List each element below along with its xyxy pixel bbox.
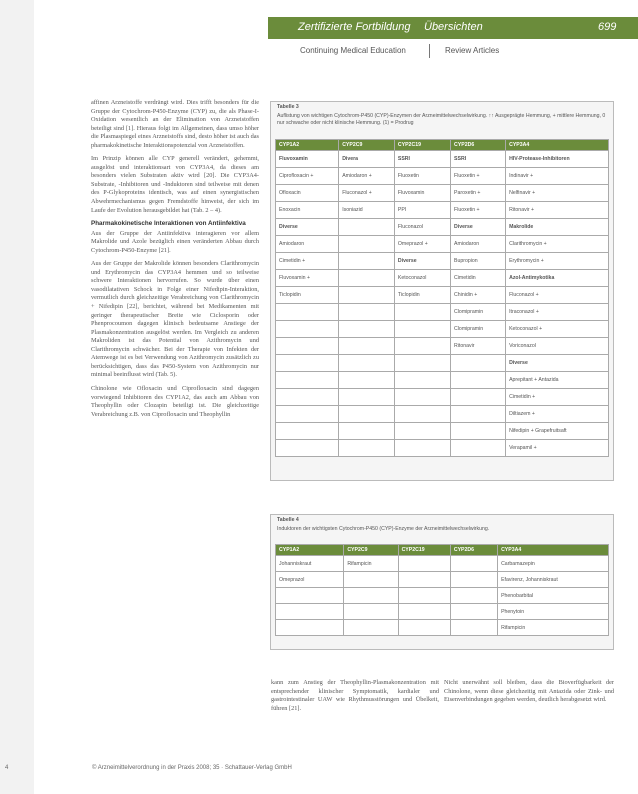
middle-text-column <box>271 679 439 718</box>
table-cell <box>339 270 395 287</box>
table-cell <box>398 620 450 636</box>
table-cell: Phenytoin <box>498 604 609 620</box>
table-cell: Ticlopidin <box>276 287 339 304</box>
table-row <box>276 304 609 321</box>
table-cell: Diverse <box>451 219 506 236</box>
table-cell <box>394 423 450 440</box>
table-cell: Cimetidin <box>451 270 506 287</box>
table-cell <box>276 321 339 338</box>
table-cell: Ciprofloxacin + <box>276 168 339 185</box>
table-cell <box>450 572 497 588</box>
table-cell: Ritonavir + <box>506 202 609 219</box>
table-cell: Diverse <box>506 355 609 372</box>
table-cell: Nifedipin + Grapefruitsaft <box>506 423 609 440</box>
table-cell <box>339 406 395 423</box>
table-3 <box>270 101 614 481</box>
table-row <box>276 423 609 440</box>
table-cell <box>394 304 450 321</box>
table-cell <box>276 372 339 389</box>
table-4-caption: Induktoren der wichtigsten Cytochrom-P450 (CYP)-Enzyme der Arzneimittelwechselwirkung. <box>277 526 490 532</box>
table-row <box>276 588 609 604</box>
table-cell: Fluvoxamin <box>276 151 339 168</box>
table-cell: HIV-Protease-Inhibitoren <box>506 151 609 168</box>
table-cell <box>394 321 450 338</box>
table-cell: Makrolide <box>506 219 609 236</box>
table-3-label: Tabelle 3 <box>277 104 299 110</box>
table-cell <box>339 219 395 236</box>
table-row <box>276 440 609 457</box>
table-cell: Diverse <box>276 219 339 236</box>
table-cell: Johanniskraut <box>276 556 344 572</box>
table-header-cell: CYP3A4 <box>506 140 609 151</box>
table-cell: Fluconazol <box>394 219 450 236</box>
table-cell <box>394 440 450 457</box>
table-header-cell: CYP2C19 <box>394 140 450 151</box>
table-row <box>276 185 609 202</box>
table-cell <box>451 372 506 389</box>
table-cell: Fluconazol + <box>506 287 609 304</box>
table-row <box>276 287 609 304</box>
table-cell <box>394 355 450 372</box>
table-cell: Cimetidin + <box>506 389 609 406</box>
table-cell <box>276 588 344 604</box>
table-cell: Azol-Antimykotika <box>506 270 609 287</box>
table-3-caption: Auflistung von wichtigen Cytochrom-P450 (CYP)-Enzymen der Arzneimittelwechselwirkung. ↑↑ Ausgeprägte Hemmung, + mittlere Hemmung, 0 nur schwache oder nicht klinische Hemmung. (1) = Prodrug <box>277 113 606 126</box>
table-cell: Fluvoxamin + <box>276 270 339 287</box>
table-cell <box>276 620 344 636</box>
table-row <box>276 372 609 389</box>
paragraph: Im Prinzip können alle CYP generell verändert, gehemmt, ausgelöst und interaktionsart von CYP3A4, da dieses am besonders vielen Substraten aktiv wird [20]. Die CYP3A4-Substrate, -Inhibitoren und -Induktoren sind teilweise mit denen des P-Glykoproteins identisch, was auf einen synergistischen Abwehrmechanismus gegen Fremdstoffe hinweist, der sich im Laufe der Evolution herausgebildet hat (Tab. 2 – 4). <box>91 155 259 214</box>
table-header-row <box>276 545 609 556</box>
table-row <box>276 389 609 406</box>
table-cell <box>344 572 398 588</box>
table-cell: Erythromycin + <box>506 253 609 270</box>
table-cell <box>339 355 395 372</box>
table-cell: Diverse <box>394 253 450 270</box>
table-cell <box>398 572 450 588</box>
page-number-left: 4 <box>5 765 9 771</box>
table-cell <box>451 355 506 372</box>
section-subtitle: Übersichten <box>424 21 483 33</box>
table-row <box>276 556 609 572</box>
table-cell: Isoniazid <box>339 202 395 219</box>
table-cell <box>276 440 339 457</box>
table-cell <box>450 604 497 620</box>
table-cell: Fluvoxamin <box>394 185 450 202</box>
table-cell <box>344 588 398 604</box>
paragraph: Chinolone wie Ofloxacin und Ciprofloxacin sind dagegen vorwiegend Inhibitoren des CYP1A2, das auch am Abbau von Theophyllin oder Clozapin beteiligt ist. Die gleichzeitige Verabreichung z.B. von Ciprofloxacin und Theophyllin <box>91 384 259 418</box>
paragraph: affinen Arzneistoffe verdrängt wird. Dies trifft besonders für die Gruppe der Cytochrom-P450-Enzyme (CYP) zu, die als Phase-I-Oxidation wesentlich an der Elimination von Arzneistoffen beteiligt sind [1]. Hieraus folgt im Allgemeinen, dass umso höher die Plasmaspiegel eines Arzneistoffs sind, desto höher ist auch das pharmakokinetische Interaktionspotenzial von Arzneistoffen. <box>91 99 259 149</box>
table-cell <box>451 389 506 406</box>
table-cell: Indinavir + <box>506 168 609 185</box>
table-cell <box>276 423 339 440</box>
table-row <box>276 406 609 423</box>
table-header-cell: CYP2D6 <box>451 140 506 151</box>
table-cell: Amiodaron + <box>339 168 395 185</box>
table-cell: Verapamil + <box>506 440 609 457</box>
table-row <box>276 202 609 219</box>
table-cell <box>450 620 497 636</box>
table-cell: Divera <box>339 151 395 168</box>
table-cell: Fluoxetin + <box>451 202 506 219</box>
table-row <box>276 620 609 636</box>
table-cell: Amiodaron <box>451 236 506 253</box>
table-cell: Cimetidin + <box>276 253 339 270</box>
table-cell: Clomipramin <box>451 321 506 338</box>
table-cell <box>339 423 395 440</box>
table-header-cell: CYP1A2 <box>276 545 344 556</box>
table-cell <box>339 304 395 321</box>
table-cell <box>450 556 497 572</box>
table-cell <box>398 588 450 604</box>
table-cell <box>398 556 450 572</box>
table-cell: Ketoconazol + <box>506 321 609 338</box>
table-cell <box>344 620 398 636</box>
table-cell <box>339 253 395 270</box>
table-cell: Ticlopidin <box>394 287 450 304</box>
table-cell: Rifampicin <box>344 556 398 572</box>
table-cell: Nelfinavir + <box>506 185 609 202</box>
table-header-row <box>276 140 609 151</box>
subheader-divider <box>429 44 430 58</box>
table-row <box>276 355 609 372</box>
paragraph: Aus der Gruppe der Makrolide können besonders Clarithromycin und Erythromycin das CYP3A4 hemmen und so teilweise schwere Interaktionen hervorrufen. So wurde über einen vasodilatativen Schock in Folge einer Nifedipin-Interaktion, vermutlich durch gleichzeitige Verabreichung von Clarithromycin + Nifedipin [22], berichtet, während bei Medikamenten mit geringer therapeutischer Breite wie Ciclosporin oder Phenprocoumon dagegen klinisch bedeutsame Anstiege der Plasmakonzentration ausgelöst werden. Im Vergleich zu anderen Makroliden ist das Potential von Azithromycin und Clarithromycin schwächer. Bei der Therapie von Infekten der Atemwege ist es bei Verwendung von Azithromycin zusätzlich zu berücksichtigen, dass das P450-System von Azithromycin nur minimal beeinflusst wird (Tab. 5). <box>91 260 259 379</box>
table-cell: Carbamazepin <box>498 556 609 572</box>
table-row <box>276 604 609 620</box>
table-row <box>276 270 609 287</box>
subheader <box>300 46 620 60</box>
table-cell <box>276 406 339 423</box>
table-cell: Amiodaron <box>276 236 339 253</box>
table-4 <box>270 514 614 650</box>
left-text-column <box>91 99 259 424</box>
table-cell: Efavirenz, Johanniskraut <box>498 572 609 588</box>
table-cell <box>394 372 450 389</box>
table-row <box>276 253 609 270</box>
table-cell: Itraconazol + <box>506 304 609 321</box>
table-cell <box>398 604 450 620</box>
table-4-grid <box>275 544 609 636</box>
table-cell: Omeprazol + <box>394 236 450 253</box>
table-cell: Fluoxetin <box>394 168 450 185</box>
table-header-cell: CYP1A2 <box>276 140 339 151</box>
table-cell <box>451 423 506 440</box>
table-cell: SSRI <box>394 151 450 168</box>
table-cell: Phenobarbital <box>498 588 609 604</box>
table-cell <box>339 389 395 406</box>
table-4-label: Tabelle 4 <box>277 517 299 523</box>
table-cell: Clarithromycin + <box>506 236 609 253</box>
table-cell <box>339 440 395 457</box>
table-row <box>276 168 609 185</box>
table-cell <box>450 588 497 604</box>
table-cell <box>339 321 395 338</box>
table-cell <box>394 406 450 423</box>
table-cell <box>339 236 395 253</box>
table-cell <box>276 304 339 321</box>
table-row <box>276 338 609 355</box>
table-3-grid <box>275 139 609 457</box>
subheader-left: Continuing Medical Education <box>300 46 406 55</box>
table-cell: Paroxetin + <box>451 185 506 202</box>
table-cell <box>394 389 450 406</box>
subheader-right: Review Articles <box>445 46 500 55</box>
table-row <box>276 572 609 588</box>
table-header-cell: CYP2D6 <box>450 545 497 556</box>
table-cell: Omeprazol <box>276 572 344 588</box>
table-cell <box>276 389 339 406</box>
page-number: 699 <box>598 21 617 33</box>
section-header-bar <box>268 17 638 39</box>
section-title: Zertifizierte Fortbildung <box>298 21 411 33</box>
page-margin <box>0 0 34 794</box>
table-cell: Voriconazol <box>506 338 609 355</box>
table-cell <box>276 355 339 372</box>
table-cell: Clomipramin <box>451 304 506 321</box>
table-header-cell: CYP2C9 <box>344 545 398 556</box>
table-cell: SSRI <box>451 151 506 168</box>
paragraph: Aus der Gruppe der Antiinfektiva interagieren vor allem Makrolide und Azole bezüglich einen veränderten Abbau durch Cytochrom-P450-Enzyme [21]. <box>91 229 259 254</box>
table-cell <box>344 604 398 620</box>
table-cell: Fluconazol + <box>339 185 395 202</box>
table-cell: Ritonavir <box>451 338 506 355</box>
table-header-cell: CYP2C19 <box>398 545 450 556</box>
table-cell: Bupropion <box>451 253 506 270</box>
table-cell <box>451 406 506 423</box>
table-cell: Diltiazem + <box>506 406 609 423</box>
table-cell <box>339 372 395 389</box>
table-row <box>276 236 609 253</box>
table-row <box>276 321 609 338</box>
right-text-column <box>444 679 614 710</box>
section-heading: Pharmakokinetische Interaktionen von Antiinfektiva <box>91 220 246 228</box>
table-row <box>276 219 609 236</box>
table-cell <box>339 287 395 304</box>
table-cell <box>394 338 450 355</box>
paragraph: kann zum Anstieg der Theophyllin-Plasmakonzentration mit entsprechender klinischer Symptomatik, kardialer und gastrointestinaler UAW wie Rhythmusstörungen und Übelkeit, führen [21]. <box>271 679 439 712</box>
table-cell: Ketoconazol <box>394 270 450 287</box>
table-header-cell: CYP2C9 <box>339 140 395 151</box>
paragraph: Nicht unerwähnt soll bleiben, dass die Bioverfügbarkeit der Chinolone, wenn diese gleichzeitig mit Antazida oder Zink- und Eisenverbindungen gegeben werden, deutlich herabgesetzt wird. <box>444 679 614 704</box>
table-cell <box>276 338 339 355</box>
table-cell <box>276 604 344 620</box>
table-cell: PPI <box>394 202 450 219</box>
table-cell: Chinidin + <box>451 287 506 304</box>
table-cell: Enoxacin <box>276 202 339 219</box>
table-cell: Fluoxetin + <box>451 168 506 185</box>
table-cell <box>339 338 395 355</box>
footer-copyright: © Arzneimittelverordnung in der Praxis 2008; 35 · Schattauer-Verlag GmbH <box>92 765 292 771</box>
table-cell: Aprepitant + Antazida <box>506 372 609 389</box>
table-header-cell: CYP3A4 <box>498 545 609 556</box>
table-cell: Ofloxacin <box>276 185 339 202</box>
table-row <box>276 151 609 168</box>
table-cell <box>451 440 506 457</box>
table-cell: Rifampicin <box>498 620 609 636</box>
